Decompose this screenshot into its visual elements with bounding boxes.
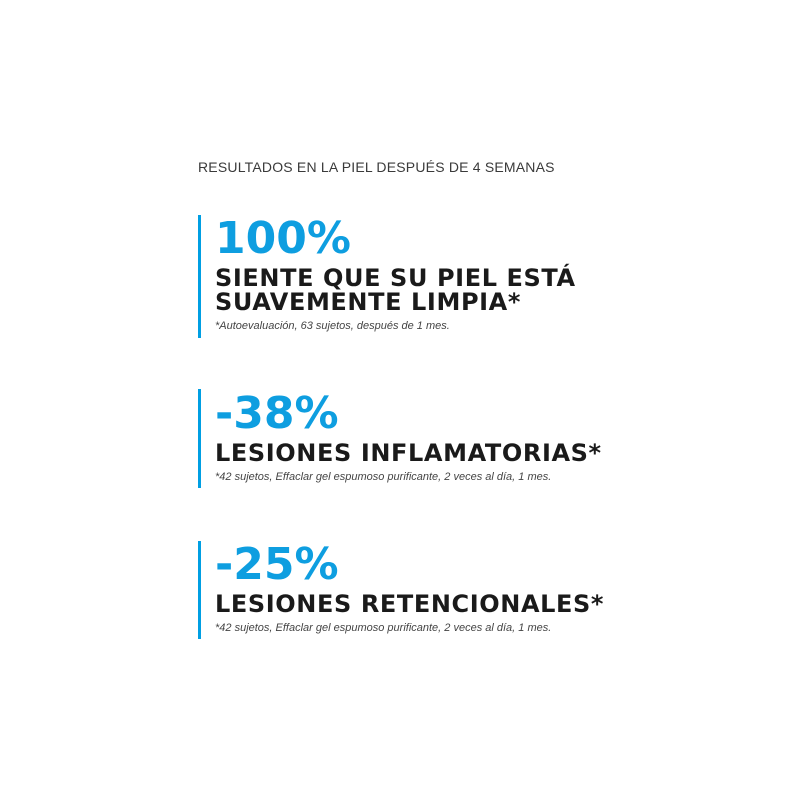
stat-label [215,266,576,314]
stat-value: -25% [215,539,339,590]
stat-block-inflammatory-lesions [198,389,602,488]
stat-footnote: *42 sujetos, Effaclar gel espumoso purificante, 2 veces al día, 1 mes. [215,471,552,483]
stat-label-line: SUAVEMENTE LIMPIA* [215,288,521,316]
stat-block-clean-skin [198,215,576,338]
stat-value: -38% [215,388,339,439]
stat-label-line: LESIONES INFLAMATORIAS* [215,439,602,467]
stat-label-line: LESIONES RETENCIONALES* [215,590,605,618]
stat-block-retentional-lesions [198,541,604,639]
stat-footnote: *Autoevaluación, 63 sujetos, después de 1 mes. [215,320,450,332]
stat-value: 100% [215,213,351,264]
section-heading: RESULTADOS EN LA PIEL DESPUÉS DE 4 SEMANAS [198,159,555,175]
stat-label [215,592,604,616]
stat-label-line: SIENTE QUE SU PIEL ESTÁ [215,264,576,292]
stat-footnote: *42 sujetos, Effaclar gel espumoso purificante, 2 veces al día, 1 mes. [215,622,552,634]
stat-label [215,441,602,465]
